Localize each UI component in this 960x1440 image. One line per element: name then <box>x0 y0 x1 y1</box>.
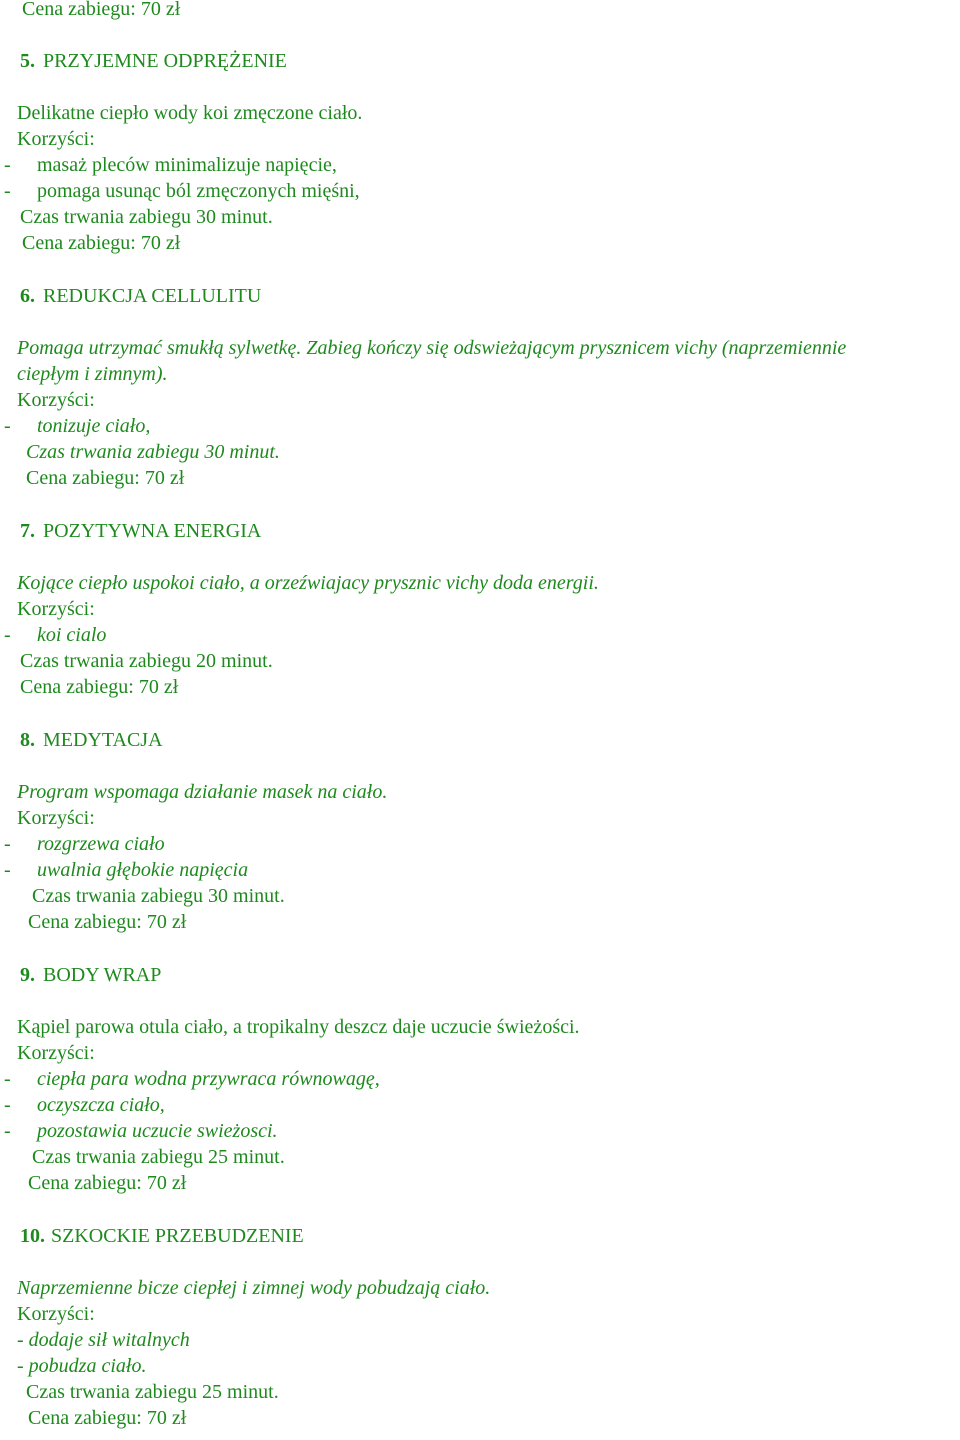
price-line: Cena zabiegu: 70 zł <box>22 232 181 254</box>
section-title: SZKOCKIE PRZEBUDZENIE <box>51 1225 304 1247</box>
section-heading <box>20 728 163 752</box>
description-line: Delikatne ciepło wody koi zmęczone ciało. <box>17 102 363 124</box>
price-line: Cena zabiegu: 70 zł <box>28 1407 187 1429</box>
price-line: Cena zabiegu: 70 zł <box>28 1172 187 1194</box>
section-title: PRZYJEMNE ODPRĘŻENIE <box>43 50 287 72</box>
section-number: 7. <box>20 520 35 542</box>
benefit-item: oczyszcza ciało, <box>37 1094 165 1116</box>
section-title: BODY WRAP <box>43 964 162 986</box>
benefit-dash: - <box>4 180 11 202</box>
benefits-label: Korzyści: <box>17 128 95 150</box>
benefit-dash: - <box>4 859 11 881</box>
section-number: 10. <box>20 1225 45 1247</box>
section-number: 8. <box>20 729 35 751</box>
section-heading <box>20 519 261 543</box>
benefit-item: - pobudza ciało. <box>17 1355 147 1377</box>
benefit-item: uwalnia głębokie napięcia <box>37 859 249 881</box>
description-line: Kojące ciepło uspokoi ciało, a orzeźwiajacy prysznic vichy doda energii. <box>17 572 599 594</box>
section-number: 5. <box>20 50 35 72</box>
benefit-dash: - <box>4 624 11 646</box>
benefit-item: pozostawia uczucie swieżosci. <box>37 1120 278 1142</box>
benefit-item: masaż pleców minimalizuje napięcie, <box>37 154 337 176</box>
description-line: ciepłym i zimnym). <box>17 363 168 385</box>
benefit-dash: - <box>4 833 11 855</box>
section-heading <box>20 284 261 308</box>
benefit-item: rozgrzewa ciało <box>37 833 165 855</box>
benefit-dash: - <box>4 1120 11 1142</box>
section-title: REDUKCJA CELLULITU <box>43 285 262 307</box>
section-number: 9. <box>20 964 35 986</box>
benefits-label: Korzyści: <box>17 807 95 829</box>
benefit-dash: - <box>4 415 11 437</box>
benefit-dash: - <box>4 1094 11 1116</box>
benefit-item: pomaga usunąc ból zmęczonych mięśni, <box>37 180 360 202</box>
benefit-dash: - <box>4 154 11 176</box>
benefits-label: Korzyści: <box>17 389 95 411</box>
section-title: MEDYTACJA <box>43 729 163 751</box>
price-line: Cena zabiegu: 70 zł <box>22 0 181 20</box>
section-heading <box>20 1224 304 1248</box>
section-title: POZYTYWNA ENERGIA <box>43 520 262 542</box>
section-number: 6. <box>20 285 35 307</box>
duration-line: Czas trwania zabiegu 30 minut. <box>32 885 285 907</box>
duration-line: Czas trwania zabiegu 20 minut. <box>20 650 273 672</box>
benefit-dash: - <box>4 1068 11 1090</box>
description-line: Program wspomaga działanie masek na ciało. <box>17 781 388 803</box>
benefit-item: koi cialo <box>37 624 107 646</box>
benefits-label: Korzyści: <box>17 1042 95 1064</box>
benefit-item: tonizuje ciało, <box>37 415 151 437</box>
description-line: Naprzemienne bicze ciepłej i zimnej wody pobudzają ciało. <box>17 1277 491 1299</box>
benefit-item: - dodaje sił witalnych <box>17 1329 190 1351</box>
section-heading <box>20 49 287 73</box>
duration-line: Czas trwania zabiegu 25 minut. <box>32 1146 285 1168</box>
description-line: Pomaga utrzymać smukłą sylwetkę. Zabieg kończy się odswieżającym prysznicem vichy (naprzemiennie <box>17 337 847 359</box>
price-line: Cena zabiegu: 70 zł <box>28 911 187 933</box>
description-line: Kąpiel parowa otula ciało, a tropikalny deszcz daje uczucie świeżości. <box>17 1016 580 1038</box>
duration-line: Czas trwania zabiegu 30 minut. <box>20 206 273 228</box>
benefits-label: Korzyści: <box>17 1303 95 1325</box>
benefit-item: ciepła para wodna przywraca równowagę, <box>37 1068 380 1090</box>
section-heading <box>20 963 161 987</box>
benefits-label: Korzyści: <box>17 598 95 620</box>
price-line: Cena zabiegu: 70 zł <box>26 467 185 489</box>
price-line: Cena zabiegu: 70 zł <box>20 676 179 698</box>
duration-line: Czas trwania zabiegu 30 minut. <box>26 441 280 463</box>
duration-line: Czas trwania zabiegu 25 minut. <box>26 1381 279 1403</box>
